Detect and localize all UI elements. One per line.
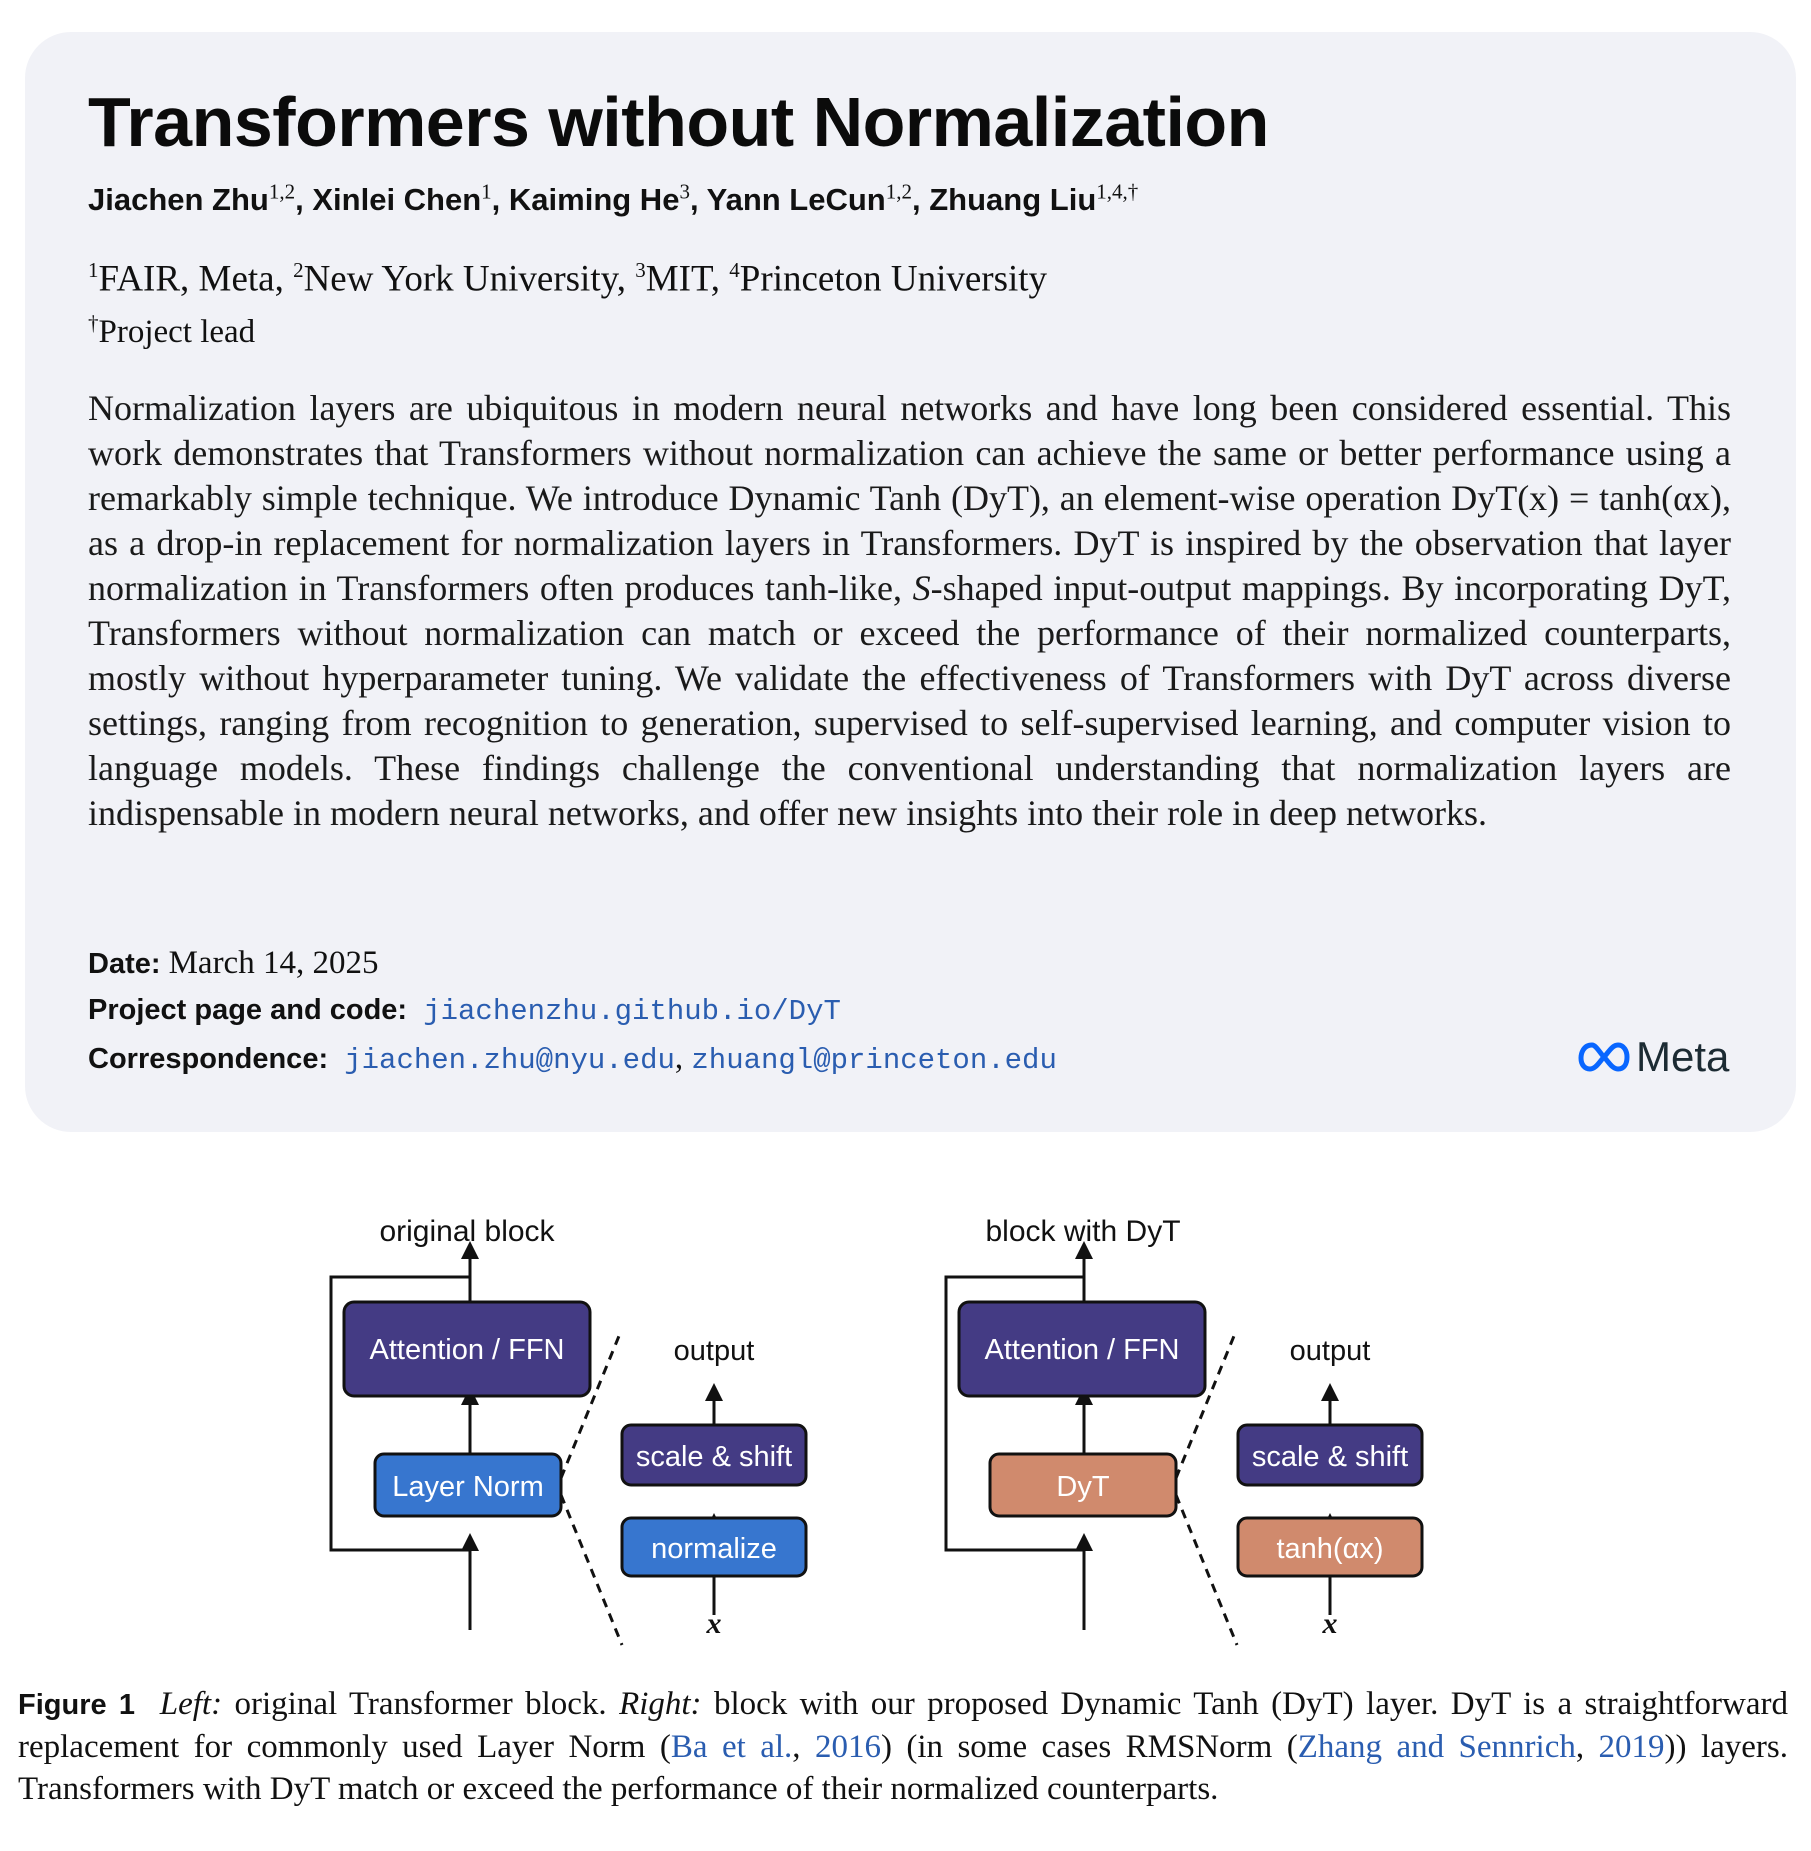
svg-text:scale & shift: scale & shift — [635, 1441, 793, 1473]
correspondence-row: Correspondence: jiachen.zhu@nyu.edu, zhuangl@princeton.edu — [88, 1040, 1057, 1077]
email-link[interactable]: zhuangl@princeton.edu — [691, 1044, 1057, 1077]
date-row: Date: March 14, 2025 — [88, 945, 379, 981]
meta-infinity-icon — [1578, 1042, 1630, 1072]
svg-text:Layer Norm: Layer Norm — [392, 1471, 544, 1503]
author-list — [88, 180, 1138, 218]
output-label: output — [1289, 1335, 1371, 1367]
author: Zhuang Liu$^{1,4,\dagger}$ — [929, 180, 1139, 218]
affiliations — [88, 246, 1047, 352]
project-lead-note: †Project lead — [88, 311, 256, 351]
right-title: block with DyT — [985, 1215, 1181, 1248]
output-label: output — [673, 1335, 755, 1367]
project-link[interactable]: jiachenzhu.github.io/DyT — [423, 995, 841, 1028]
citation-link[interactable]: 2016 — [814, 1729, 881, 1765]
dyt-formula: DyT(x) = tanh(αx) — [1451, 478, 1722, 518]
svg-text:scale & shift: scale & shift — [1251, 1441, 1409, 1473]
svg-text:Attention / FFN: Attention / FFN — [984, 1334, 1180, 1366]
author: Yann LeCun$^{1,2}$, — [706, 180, 930, 218]
figure-caption: Figure 1 Left: original Transformer block. Right: block with our proposed Dynamic Tanh (DyT) layer. DyT is a straightforward replacement for commonly used Layer Norm (Ba et al., 2016) (in some cases RMSNorm (Zhang and Sennrich, 2019)) layers. Transformers with DyT match or exceed the performance of their normalized counterparts. — [18, 1686, 1789, 1807]
svg-text:Attention / FFN: Attention / FFN — [369, 1334, 565, 1366]
citation-link[interactable]: Ba et al. — [670, 1729, 793, 1765]
figure-diagram — [0, 1190, 1811, 1660]
input-label: x — [706, 1607, 722, 1640]
email-link[interactable]: jiachen.zhu@nyu.edu — [344, 1044, 675, 1077]
affiliation-line: $^1$FAIR, Meta, $^2$New York University, $^3$MIT, $^4$Princeton University — [88, 258, 1048, 300]
svg-text:DyT: DyT — [1056, 1471, 1110, 1503]
citation-link[interactable]: 2019 — [1598, 1729, 1665, 1765]
left-title: original block — [379, 1215, 555, 1248]
meta-logo: Meta — [1578, 1032, 1729, 1082]
author: Xinlei Chen$^1$, — [312, 180, 509, 218]
author: Jiachen Zhu$^{1,2}$, — [88, 180, 313, 218]
abstract: Normalization layers are ubiquitous in modern neural networks and have long been considered essential. This work demonstrates that Transformers without normalization can achieve the same or better performance using a remarkably simple technique. We introduce Dynamic Tanh (DyT), an element-wise operation DyT(x) = tanh(αx), as a drop-in replacement for normalization layers in Transformers. DyT is inspired by the observation that layer normalization in Transformers often produces tanh-like, S-shaped input-output mappings. By incorporating DyT, Transformers without normalization can match or exceed the performance of their normalized counterparts, mostly without hyperparameter tuning. We validate the effectiveness of Transformers with DyT across diverse settings, ranging from recognition to generation, supervised to self-supervised learning, and computer vision to language models. These findings challenge the conventional understanding that normalization layers are indispensable in modern neural networks, and offer new insights into their role in deep networks. — [88, 388, 1731, 833]
paper-title: Transformers without Normalization — [88, 83, 1269, 161]
metadata — [88, 940, 1057, 1084]
svg-text:tanh(αx): tanh(αx) — [1276, 1533, 1384, 1565]
input-label: x — [1322, 1607, 1338, 1640]
svg-text:normalize: normalize — [651, 1533, 777, 1565]
citation-link[interactable]: Zhang and Sennrich — [1297, 1729, 1576, 1765]
author: Kaiming He$^3$, — [508, 180, 707, 218]
project-row: Project page and code: jiachenzhu.github.io/DyT — [88, 994, 841, 1028]
